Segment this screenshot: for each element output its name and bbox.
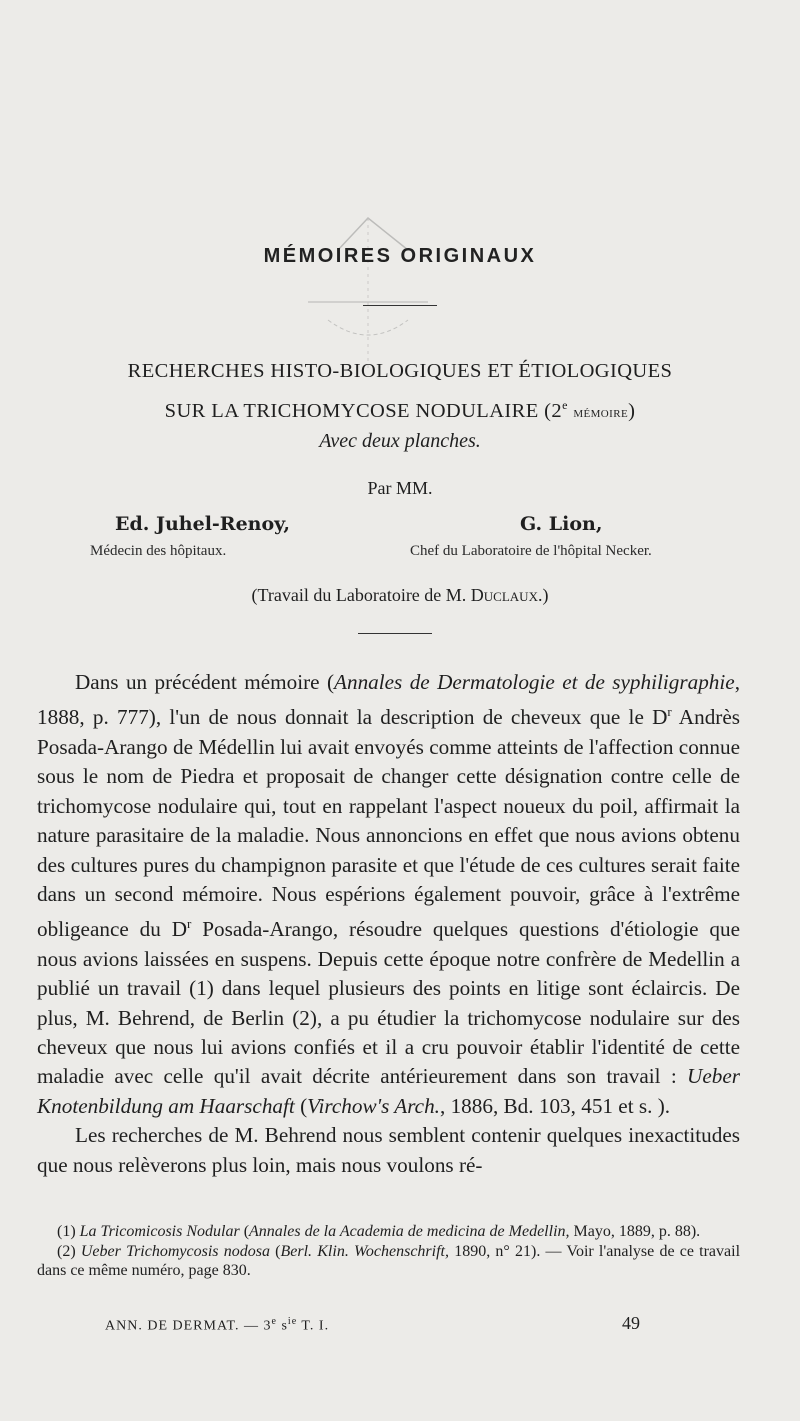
- page-number: 49: [622, 1313, 640, 1333]
- article-title-line1: RECHERCHES HISTO-BIOLOGIQUES ET ÉTIOLOGIQUES: [127, 360, 673, 382]
- author-name-2: G. Lion,: [520, 513, 603, 535]
- author-affiliation-1: Médecin des hôpitaux.: [90, 543, 227, 559]
- author-affiliation-2: Chef du Laboratoire de l'hôpital Necker.: [410, 543, 652, 559]
- article-subtitle: Avec deux planches.: [319, 430, 481, 452]
- section-heading: MÉMOIRES ORIGINAUX: [263, 245, 537, 267]
- article-title-line2: SUR LA TRICHOMYCOSE NODULAIRE (2e mémoire): [164, 398, 636, 422]
- laboratory-credit: (Travail du Laboratoire de M. Duclaux.): [251, 585, 549, 605]
- running-footer: ANN. DE DERMAT. — 3e $s^{ie}$ T. I.: [105, 1316, 330, 1334]
- article-body: [37, 668, 740, 1180]
- author-name-1: Ed. Juhel-Renoy,: [115, 513, 291, 535]
- footnote-1: (1) La Tricomicosis Nodular (Annales de la Academia de medicina de Medellin, Mayo, 1889, p. 88).: [57, 1223, 701, 1240]
- footnotes: [37, 1222, 740, 1281]
- body-paragraph-1: Dans un précédent mémoire (Annales de Dermatologie et de syphiligraphie, 1888, p. 777), l'un de nous donnait la description de cheveux que le $D^r$ Andrès Posada-Arango de Médellin lui avait envoyés comme atteints de l'affection connue sous le nom de Piedra et proposait de changer cette désignation contre celle de trichomycose nodulaire qui, tout en rappelant l'aspect noueux du poil, affirmait la nature parasitaire de la maladie. Nous annoncions en effet que nous avions obtenu des cultures pures du champignon parasite et que l'étude de ces cultures serait faite dans un second mémoire. Nous espérions également pouvoir, grâce à l'extrême obligeance du $D^r$ Posada-Arango, résoudre quelques questions d'étiologie que nous avions laissées en suspens. Depuis cette époque notre confrère de Medellin a publié un travail (1) dans lequel plusieurs des points en litige sont éclaircis. De plus, M. Behrend, de Berlin (2), a pu étudier la trichomycose nodulaire sur des cheveux que nous lui avions confiés et il a cru pouvoir établir l'identité de cette maladie avec celle qu'il avait décrite antérieurement dans son travail : Ueber Knotenbildung am Haarschaft (Virchow's Arch., 1886, Bd. 103, 451 et s. ).: [37, 670, 740, 1118]
- authors-intro: Par MM.: [367, 478, 433, 498]
- heading-rule: [363, 305, 437, 306]
- footnote-2: (2) Ueber Trichomycosis nodosa (Berl. Klin. Wochenschrift, 1890, n° 21). — Voir l'analyse de ce travail dans ce même numéro, page 830.: [37, 1242, 741, 1279]
- title-rule: [358, 633, 432, 634]
- body-paragraph-2: Les recherches de M. Behrend nous semblent contenir quelques inexactitudes que nous relèverons plus loin, mais nous voulons ré-: [37, 1123, 740, 1177]
- library-stamp-watermark: [298, 210, 438, 380]
